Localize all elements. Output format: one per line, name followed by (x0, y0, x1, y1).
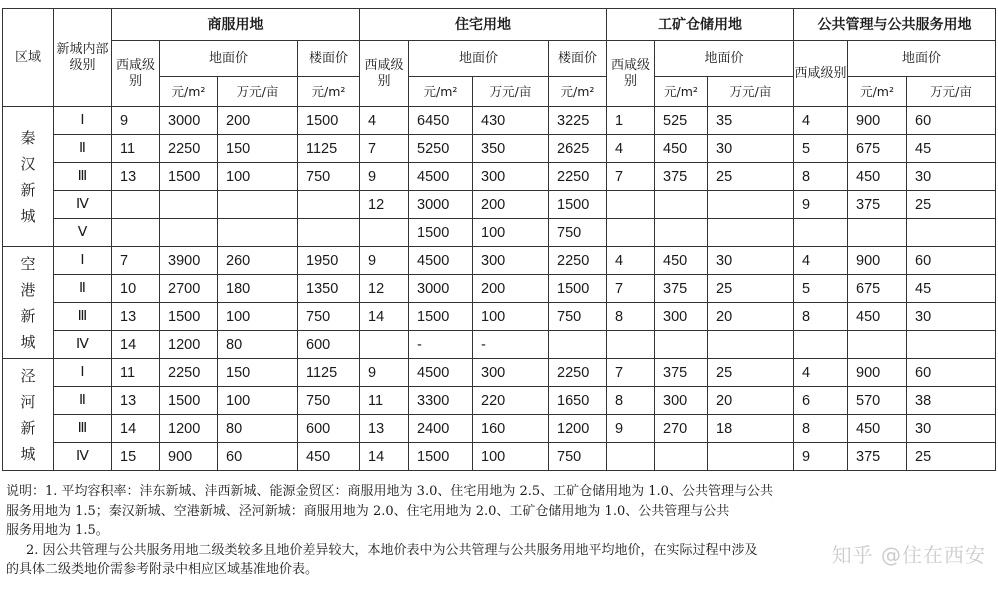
unit-mu: 万元/亩 (907, 77, 996, 107)
table-cell: 11 (112, 135, 160, 163)
table-cell: 8 (607, 387, 655, 415)
table-cell: 80 (218, 415, 298, 443)
table-cell: 900 (848, 247, 907, 275)
internal-level: Ⅰ (54, 359, 112, 387)
table-cell (298, 219, 360, 247)
table-cell: 4 (794, 107, 848, 135)
table-row (3, 163, 996, 191)
table-cell: 4 (607, 135, 655, 163)
note-line: 2. 因公共管理与公共服务用地二级类较多且地价差异较大，本地价表中为公共管理与公共服务用地平均地价，在实际过程中涉及 (26, 542, 758, 558)
table-cell: 270 (655, 415, 708, 443)
table-cell: 160 (473, 415, 549, 443)
unit-mu: 万元/亩 (473, 77, 549, 107)
table-cell: 20 (708, 303, 794, 331)
table-row (3, 191, 996, 219)
district-name: 泾河新城 (3, 359, 54, 471)
unit-m2: 元/m² (160, 77, 218, 107)
table-cell: 4 (607, 247, 655, 275)
table-cell: - (473, 331, 549, 359)
table-cell: 200 (473, 191, 549, 219)
table-cell: 450 (848, 415, 907, 443)
table-cell: 13 (112, 303, 160, 331)
table-cell: 2625 (549, 135, 607, 163)
table-cell: 200 (473, 275, 549, 303)
table-cell: 300 (655, 303, 708, 331)
header-land-price-commercial: 地面价 (160, 41, 298, 77)
table-cell (708, 331, 794, 359)
header-xixian-level-public: 西咸级别 (794, 41, 848, 107)
header-xixian-level-industrial: 西咸级别 (607, 41, 655, 107)
table-cell: 2250 (549, 163, 607, 191)
table-cell: 4 (794, 359, 848, 387)
table-cell: 600 (298, 331, 360, 359)
header-public: 公共管理与公共服务用地 (794, 9, 996, 41)
table-cell: 750 (549, 303, 607, 331)
table-cell: 4500 (409, 163, 473, 191)
header-land-price-public: 地面价 (848, 41, 996, 77)
table-cell: 750 (549, 443, 607, 471)
table-cell: 14 (112, 331, 160, 359)
table-row (3, 303, 996, 331)
table-cell: 900 (848, 359, 907, 387)
table-cell: 1500 (160, 387, 218, 415)
table-cell: 13 (112, 163, 160, 191)
table-cell (848, 219, 907, 247)
table-cell: 25 (907, 191, 996, 219)
table-cell: 1 (607, 107, 655, 135)
table-cell: 14 (360, 303, 409, 331)
table-row (3, 219, 996, 247)
table-cell: 45 (907, 275, 996, 303)
table-cell: 80 (218, 331, 298, 359)
table-cell: 750 (298, 163, 360, 191)
table-cell: 350 (473, 135, 549, 163)
table-cell: 3225 (549, 107, 607, 135)
table-cell: 2700 (160, 275, 218, 303)
header-land-price-industrial: 地面价 (655, 41, 794, 77)
internal-level: Ⅳ (54, 191, 112, 219)
table-cell: 2250 (160, 135, 218, 163)
table-cell: 675 (848, 135, 907, 163)
table-cell (160, 219, 218, 247)
table-cell: 8 (794, 415, 848, 443)
table-cell: 60 (907, 107, 996, 135)
header-commercial: 商服用地 (112, 9, 360, 41)
table-cell: 1500 (160, 303, 218, 331)
table-cell: 4500 (409, 359, 473, 387)
table-cell: 200 (218, 107, 298, 135)
note-line: 服务用地为 1.5。 (6, 523, 109, 538)
table-cell: 30 (708, 135, 794, 163)
table-cell: 9 (794, 443, 848, 471)
internal-level: Ⅳ (54, 331, 112, 359)
header-internal-level: 新城内部级别 (54, 9, 112, 107)
table-cell: 900 (848, 107, 907, 135)
table-cell: 5 (794, 135, 848, 163)
table-cell: 25 (708, 359, 794, 387)
table-cell: 11 (360, 387, 409, 415)
table-cell: 25 (708, 275, 794, 303)
table-cell: 9 (112, 107, 160, 135)
table-cell (848, 331, 907, 359)
table-cell (298, 191, 360, 219)
table-cell: 1200 (160, 415, 218, 443)
table-cell: 45 (907, 135, 996, 163)
table-cell (907, 219, 996, 247)
internal-level: Ⅲ (54, 163, 112, 191)
table-cell: - (409, 331, 473, 359)
note-line: 的具体二级类地价需参考附录中相应区域基准地价表。 (6, 562, 319, 577)
table-row (3, 415, 996, 443)
table-cell: 430 (473, 107, 549, 135)
table-cell: 1500 (409, 443, 473, 471)
internal-level: Ⅲ (54, 303, 112, 331)
table-cell: 450 (298, 443, 360, 471)
table-cell: 100 (218, 163, 298, 191)
header-xixian-level-residential: 西咸级别 (360, 41, 409, 107)
table-cell: 375 (655, 275, 708, 303)
table-cell: 14 (112, 415, 160, 443)
land-price-table (2, 8, 996, 471)
table-cell: 300 (655, 387, 708, 415)
table-cell: 60 (907, 247, 996, 275)
table-cell: 30 (907, 163, 996, 191)
table-cell: 18 (708, 415, 794, 443)
header-district: 区域 (3, 9, 54, 107)
table-cell: 1125 (298, 135, 360, 163)
table-cell: 100 (473, 303, 549, 331)
table-cell: 30 (907, 415, 996, 443)
watermark: 知乎 @住在西安 (831, 543, 986, 567)
internal-level: Ⅳ (54, 443, 112, 471)
table-cell: 1500 (298, 107, 360, 135)
table-cell (549, 331, 607, 359)
table-cell: 675 (848, 275, 907, 303)
table-cell (655, 219, 708, 247)
table-cell: 7 (607, 359, 655, 387)
table-cell (655, 443, 708, 471)
table-cell: 8 (794, 303, 848, 331)
table-cell: 1500 (409, 219, 473, 247)
table-cell: 2250 (549, 359, 607, 387)
table-cell: 7 (112, 247, 160, 275)
table-cell: 5250 (409, 135, 473, 163)
table-body (3, 107, 996, 471)
table-cell: 7 (607, 163, 655, 191)
district-name: 秦汉新城 (3, 107, 54, 247)
table-row (3, 331, 996, 359)
unit-m2: 元/m² (549, 77, 607, 107)
table-cell: 260 (218, 247, 298, 275)
table-cell: 750 (298, 303, 360, 331)
header-xixian-level-commercial: 西咸级别 (112, 41, 160, 107)
note-line: 服务用地为 1.5；秦汉新城、空港新城、泾河新城：商服用地为 2.0、住宅用地为 2.0、工矿仓储用地为 1.0、公共管理与公共 (6, 503, 730, 519)
table-row (3, 107, 996, 135)
table-cell: 1125 (298, 359, 360, 387)
header-residential: 住宅用地 (360, 9, 607, 41)
table-cell: 10 (112, 275, 160, 303)
table-cell: 3000 (160, 107, 218, 135)
unit-mu: 万元/亩 (218, 77, 298, 107)
table-cell (708, 219, 794, 247)
table-cell (607, 191, 655, 219)
table-cell: 12 (360, 275, 409, 303)
table-row (3, 387, 996, 415)
table-cell (218, 191, 298, 219)
table-cell: 1950 (298, 247, 360, 275)
table-cell: 8 (794, 163, 848, 191)
table-cell: 375 (848, 191, 907, 219)
table-cell: 9 (607, 415, 655, 443)
table-cell: 3000 (409, 275, 473, 303)
table-cell (708, 191, 794, 219)
internal-level: Ⅰ (54, 247, 112, 275)
header-floor-price-commercial: 楼面价 (298, 41, 360, 77)
table-cell: 4 (794, 247, 848, 275)
table-cell: 600 (298, 415, 360, 443)
table-cell: 7 (360, 135, 409, 163)
table-cell: 2250 (549, 247, 607, 275)
table-cell (655, 191, 708, 219)
table-cell: 11 (112, 359, 160, 387)
header-floor-price-residential: 楼面价 (549, 41, 607, 77)
unit-m2: 元/m² (298, 77, 360, 107)
table-cell: 9 (360, 247, 409, 275)
table-cell (360, 219, 409, 247)
table-cell: 30 (708, 247, 794, 275)
table-cell: 6 (794, 387, 848, 415)
table-cell: 13 (360, 415, 409, 443)
header-industrial: 工矿仓储用地 (607, 9, 794, 41)
internal-level: Ⅱ (54, 387, 112, 415)
table-cell: 150 (218, 359, 298, 387)
table-cell: 150 (218, 135, 298, 163)
table-cell: 9 (360, 359, 409, 387)
internal-level: Ⅱ (54, 275, 112, 303)
table-cell: 750 (298, 387, 360, 415)
table-cell: 14 (360, 443, 409, 471)
table-cell (112, 219, 160, 247)
table-cell: 12 (360, 191, 409, 219)
table-cell: 180 (218, 275, 298, 303)
table-cell: 38 (907, 387, 996, 415)
table-cell (794, 331, 848, 359)
table-cell: 375 (655, 163, 708, 191)
table-cell: 220 (473, 387, 549, 415)
table-cell (655, 331, 708, 359)
table-cell: 750 (549, 219, 607, 247)
table-cell: 100 (473, 443, 549, 471)
table-row (3, 443, 996, 471)
unit-m2: 元/m² (848, 77, 907, 107)
table-cell: 570 (848, 387, 907, 415)
table-cell: 6450 (409, 107, 473, 135)
table-cell: 2250 (160, 359, 218, 387)
table-cell: 60 (218, 443, 298, 471)
table-cell: 1500 (409, 303, 473, 331)
table-row (3, 275, 996, 303)
internal-level: Ⅱ (54, 135, 112, 163)
table-cell: 25 (708, 163, 794, 191)
table-cell: 1200 (549, 415, 607, 443)
table-cell: 35 (708, 107, 794, 135)
table-cell (112, 191, 160, 219)
table-cell (607, 331, 655, 359)
unit-m2: 元/m² (409, 77, 473, 107)
table-cell: 450 (655, 135, 708, 163)
table-cell: 9 (794, 191, 848, 219)
table-cell: 9 (360, 163, 409, 191)
table-cell: 300 (473, 359, 549, 387)
table-cell (360, 331, 409, 359)
district-name: 空港新城 (3, 247, 54, 359)
table-cell: 1500 (549, 275, 607, 303)
table-cell: 375 (655, 359, 708, 387)
table-cell: 450 (655, 247, 708, 275)
table-cell: 2400 (409, 415, 473, 443)
internal-level: Ⅲ (54, 415, 112, 443)
table-cell: 100 (218, 303, 298, 331)
table-cell: 1350 (298, 275, 360, 303)
table-cell: 25 (907, 443, 996, 471)
internal-level: Ⅰ (54, 107, 112, 135)
table-cell: 15 (112, 443, 160, 471)
table-cell (794, 219, 848, 247)
table-cell: 3900 (160, 247, 218, 275)
table-cell: 1650 (549, 387, 607, 415)
table-row (3, 247, 996, 275)
table-cell: 3300 (409, 387, 473, 415)
table-cell: 300 (473, 163, 549, 191)
unit-mu: 万元/亩 (708, 77, 794, 107)
table-cell: 100 (473, 219, 549, 247)
table-cell: 900 (160, 443, 218, 471)
table-cell: 100 (218, 387, 298, 415)
internal-level: Ⅴ (54, 219, 112, 247)
table-cell (607, 219, 655, 247)
table-cell: 4 (360, 107, 409, 135)
table-cell: 30 (907, 303, 996, 331)
table-cell: 4500 (409, 247, 473, 275)
table-cell: 1200 (160, 331, 218, 359)
table-cell: 300 (473, 247, 549, 275)
table-cell: 1500 (549, 191, 607, 219)
table-cell: 20 (708, 387, 794, 415)
table-cell (160, 191, 218, 219)
table-cell: 7 (607, 275, 655, 303)
table-cell (607, 443, 655, 471)
table-cell: 60 (907, 359, 996, 387)
table-cell: 1500 (160, 163, 218, 191)
table-cell: 375 (848, 443, 907, 471)
table-cell (907, 331, 996, 359)
table-cell: 450 (848, 303, 907, 331)
table-row (3, 359, 996, 387)
table-cell: 5 (794, 275, 848, 303)
table-cell: 3000 (409, 191, 473, 219)
header-land-price-residential: 地面价 (409, 41, 549, 77)
table-cell: 525 (655, 107, 708, 135)
table-cell: 450 (848, 163, 907, 191)
table-cell: 8 (607, 303, 655, 331)
table-row (3, 135, 996, 163)
unit-m2: 元/m² (655, 77, 708, 107)
table-cell (218, 219, 298, 247)
table-cell (708, 443, 794, 471)
table-cell: 13 (112, 387, 160, 415)
note-line: 说明：1. 平均容积率：沣东新城、沣西新城、能源金贸区：商服用地为 3.0、住宅用地为 2.5、工矿仓储用地为 1.0、公共管理与公共 (6, 484, 773, 499)
